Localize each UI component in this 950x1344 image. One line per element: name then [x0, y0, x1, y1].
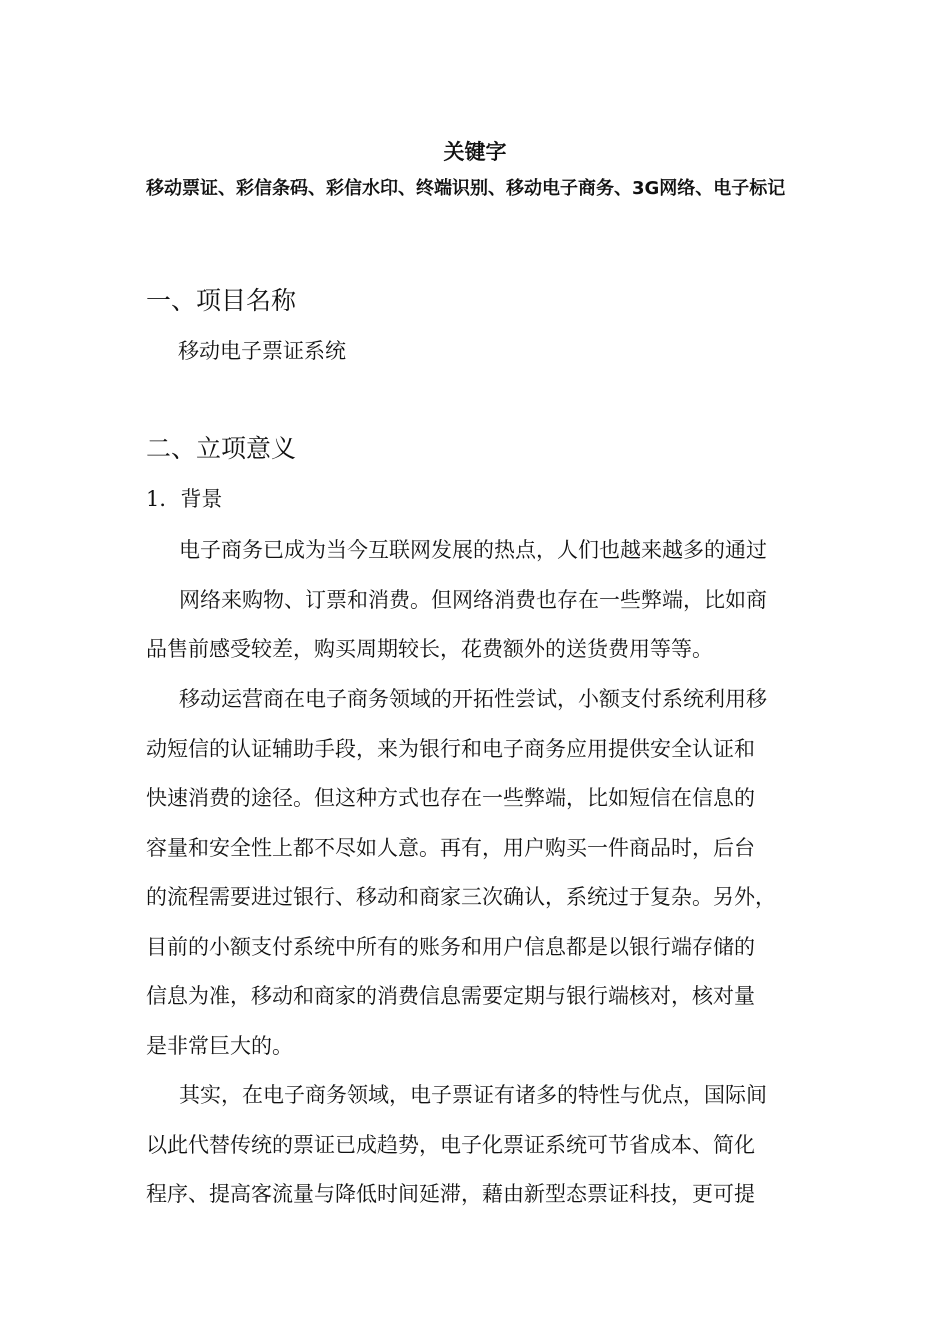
- paragraph-line: 以此代替传统的票证已成趋势，电子化票证系统可节省成本、简化: [146, 1132, 755, 1157]
- paragraph-line: 移动运营商在电子商务领域的开拓性尝试，小额支付系统利用移: [179, 687, 767, 711]
- paragraph-e-ticket: [146, 1071, 818, 1220]
- paragraph-mobile-operator: [146, 675, 818, 1071]
- paragraph-line: 程序、提高客流量与降低时间延滞，藉由新型态票证科技，更可提: [146, 1182, 755, 1206]
- paragraph-line: 快速消费的途径。但这种方式也存在一些弊端，比如短信在信息的: [146, 786, 755, 810]
- paragraph-line: 网络来购物、订票和消费。但网络消费也存在一些弊端，比如商: [179, 587, 767, 612]
- paragraph-line: 动短信的认证辅助手段，来为银行和电子商务应用提供安全认证和: [146, 736, 755, 761]
- paragraph-line: 电子商务已成为当今互联网发展的热点，人们也越来越多的通过: [179, 538, 767, 562]
- keywords-title: 关键字: [443, 140, 507, 164]
- paragraph-line: 容量和安全性上都不尽如人意。再有，用户购买一件商品时，后台: [146, 835, 755, 860]
- paragraph-line: 其实，在电子商务领域，电子票证有诸多的特性与优点，国际间: [179, 1083, 767, 1107]
- paragraph-line: 信息为准，移动和商家的消费信息需要定期与银行端核对，核对量: [146, 984, 755, 1008]
- section-heading-significance: 二、立项意义: [146, 434, 297, 463]
- section-heading-project-name: 一、项目名称: [146, 286, 297, 315]
- paragraph-line: 的流程需要进过银行、移动和商家三次确认，系统过于复杂。另外，: [146, 885, 776, 909]
- project-name-text: 移动电子票证系统: [178, 339, 346, 363]
- paragraph-line: 品售前感受较差，购买周期较长，花费额外的送货费用等等。: [146, 637, 713, 661]
- paragraph-line: 是非常巨大的。: [146, 1033, 293, 1058]
- paragraph-ecommerce: [146, 526, 818, 675]
- sub-heading-background: 1．背景: [146, 487, 223, 511]
- keywords-list: 移动票证、彩信条码、彩信水印、终端识别、移动电子商务、3G网络、电子标记: [146, 178, 786, 199]
- paragraph-line: 目前的小额支付系统中所有的账务和用户信息都是以银行端存储的: [146, 934, 755, 959]
